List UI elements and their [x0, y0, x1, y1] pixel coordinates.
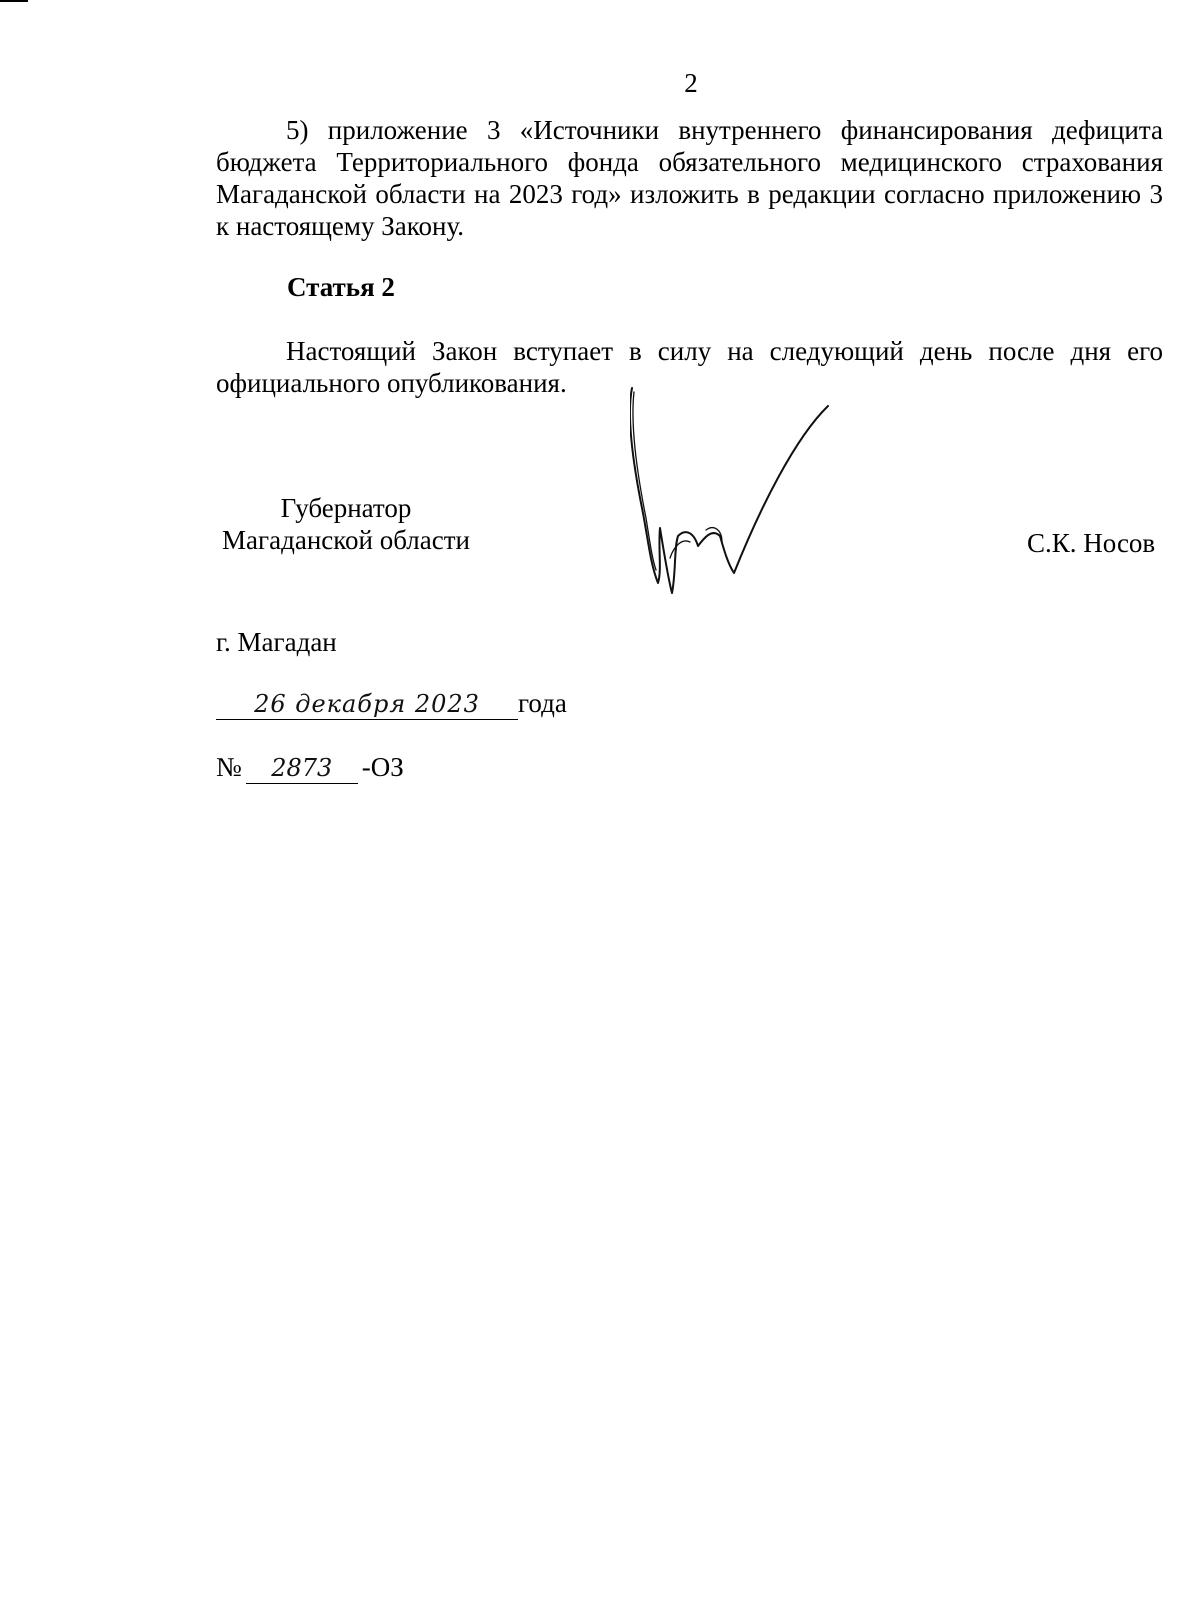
handwritten-law-number: 2873 — [246, 753, 358, 784]
article-heading: Статья 2 — [287, 272, 395, 302]
handwritten-date: 26 декабря 2023 — [216, 689, 518, 720]
law-number-suffix: -ОЗ — [361, 752, 404, 782]
signer-position-line-1: Губернатор — [280, 493, 412, 523]
signer-position-line-2: Магаданской области — [222, 525, 470, 555]
handwritten-signature — [630, 378, 870, 618]
signer-name: С.К. Носов — [1027, 528, 1156, 558]
scan-corner-mark — [0, 0, 28, 2]
page-number: 2 — [684, 68, 698, 98]
signer-position — [216, 492, 476, 556]
place-of-signing: г. Магадан — [216, 627, 337, 657]
date-line — [216, 688, 567, 720]
number-sign: № — [216, 752, 242, 782]
date-suffix: года — [518, 688, 567, 718]
law-number-line — [216, 752, 404, 784]
article-2-paragraph: Настоящий Закон вступает в силу на следующий день после дня его официального опубликования. — [216, 336, 1163, 398]
clause-5-paragraph: 5) приложение 3 «Источники внутреннего финансирования дефицита бюджета Территориального фонда обязательного медицинского страхования Магаданской области на 2023 год» изложить в редакции согласно приложению 3 к настоящему Закону. — [216, 115, 1163, 241]
